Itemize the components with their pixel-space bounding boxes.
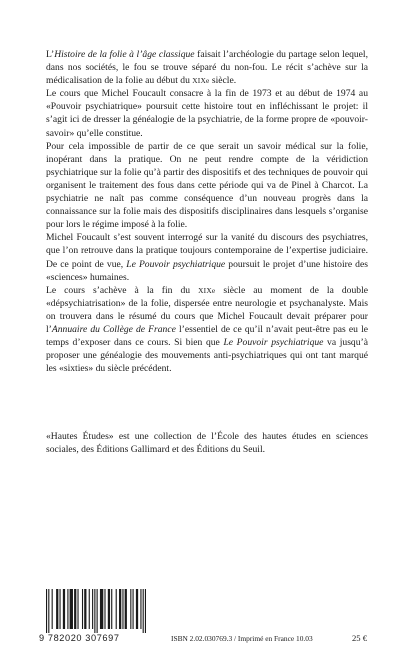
barcode-bar xyxy=(100,589,103,629)
barcode-bar xyxy=(143,589,144,633)
barcode-bar xyxy=(48,589,49,633)
barcode-bar xyxy=(125,589,127,629)
barcode-bar xyxy=(97,589,98,633)
barcode-bar xyxy=(108,589,110,629)
barcode xyxy=(39,589,149,645)
barcode-bar xyxy=(74,589,76,629)
barcode-bar xyxy=(59,589,60,629)
text-run: L’ xyxy=(46,49,55,60)
summary-paragraph-2 xyxy=(46,87,368,139)
text-run: Le cours que Michel Foucault consacre à la fin de 1973 et au début de 1974 au «Pouvoir psychiatrique» poursuit cette histoire tout en infléchissant le projet: il s’agit ici de dresser la généalogie de la psychiatrie, de la forme propre de «pouvoir-savoir» qu’elle constitue. xyxy=(46,88,368,139)
book-title-pouvoir-psychiatrique: Le Pouvoir psychiatrique xyxy=(126,258,226,270)
century-numeral: XIXe xyxy=(198,285,216,295)
barcode-bar xyxy=(52,589,53,629)
barcode-bar xyxy=(133,589,134,629)
text-run: l’essentiel de ce qu’il n’avait peut-être pas eu le temps d’exposer dans ce cours. Si bien que xyxy=(46,323,369,349)
isbn-line: ISBN 2.02.030769.3 / Imprimé en France 10.03 xyxy=(171,634,313,643)
summary-paragraph-4 xyxy=(46,231,368,283)
book-title-annuaire: Annuaire du Collège de France xyxy=(51,323,176,335)
summary-text xyxy=(46,48,368,375)
barcode-bars xyxy=(46,589,146,633)
barcode-bar xyxy=(46,589,47,633)
text-run: Le cours s’achève à la fin du xyxy=(46,284,199,296)
barcode-bar xyxy=(89,589,90,629)
text-run: siècle au moment de la double «dépsychiatrisation» de la folie, dispersée entre neurologie et psychanalyste. Mais on trouvera dans le résumé du cours que Michel Foucault devait préparer pour l’ xyxy=(46,284,368,335)
barcode-bar xyxy=(104,589,105,629)
century-numeral: XIXe xyxy=(192,76,210,86)
barcode-bar xyxy=(92,589,93,629)
text-run: va jusqu’à proposer une généalogie des mouvements anti-psychiatriques qui ont tant marqué les «sixties» du siècle précédent. xyxy=(46,337,368,375)
barcode-bar xyxy=(119,589,121,629)
barcode-number: 9 782020 307697 xyxy=(39,633,120,643)
text-run: poursuit le projet d’une histoire des «sciences» humaines. xyxy=(46,258,368,283)
barcode-bar xyxy=(136,589,138,629)
barcode-bar xyxy=(77,589,78,629)
summary-paragraph-3 xyxy=(46,140,368,232)
collection-note: «Hautes Études» est une collection de l’École des hautes études en sciences sociales, des Éditions Gallimard et des Éditions du Seuil. xyxy=(46,431,368,456)
barcode-bar xyxy=(122,589,123,629)
barcode-bar xyxy=(140,589,141,629)
summary-paragraph-1 xyxy=(46,48,368,87)
barcode-bar xyxy=(70,589,73,629)
barcode-bar xyxy=(145,589,146,633)
barcode-bar xyxy=(130,589,131,629)
book-title-histoire-de-la-folie: Histoire de la folie à l’âge classique xyxy=(54,49,195,60)
text-run: Pour cela impossible de partir de ce que serait un savoir médical sur la folie, inopérant dans la pratique. On ne peut rendre compte de la véridiction psychiatrique sur la folie qu’à partir des dispositifs et des techniques de pouvoir qui organisent le traitement des fous dans cette période qui va de Pinel à Charcot. La psychiatrie ne naît pas comme conséquence d’un nouveau progrès dans la connaissance sur la folie mais des dispositifs disciplinaires dans lesquels s’organise pour lors le régime imposé à la folie. xyxy=(46,140,368,231)
text-run: siècle. xyxy=(209,75,237,87)
barcode-bar xyxy=(63,589,65,629)
book-title-pouvoir-psychiatrique: Le Pouvoir psychiatrique xyxy=(223,337,324,349)
barcode-bar xyxy=(67,589,68,629)
price: 25 € xyxy=(352,633,368,643)
barcode-bar xyxy=(84,589,86,629)
barcode-bar xyxy=(94,589,95,633)
barcode-bar xyxy=(111,589,112,629)
barcode-bar xyxy=(116,589,117,629)
text-run: Michel Foucault s’est souvent interrogé sur la vanité du discours des psychiatres, que l’on retrouve dans la pratique toujours contemporaine de l’expertise judiciaire. De ce point de vue, xyxy=(46,232,368,270)
text-run: faisait l’archéologie du partage selon lequel, dans nos sociétés, le fou se trouve séparé du non-fou. Le récit s’achève sur la médicalisation de la folie au début du xyxy=(46,49,368,87)
summary-paragraph-5 xyxy=(46,284,368,376)
barcode-bar xyxy=(56,589,58,629)
barcode-bar xyxy=(82,589,83,629)
